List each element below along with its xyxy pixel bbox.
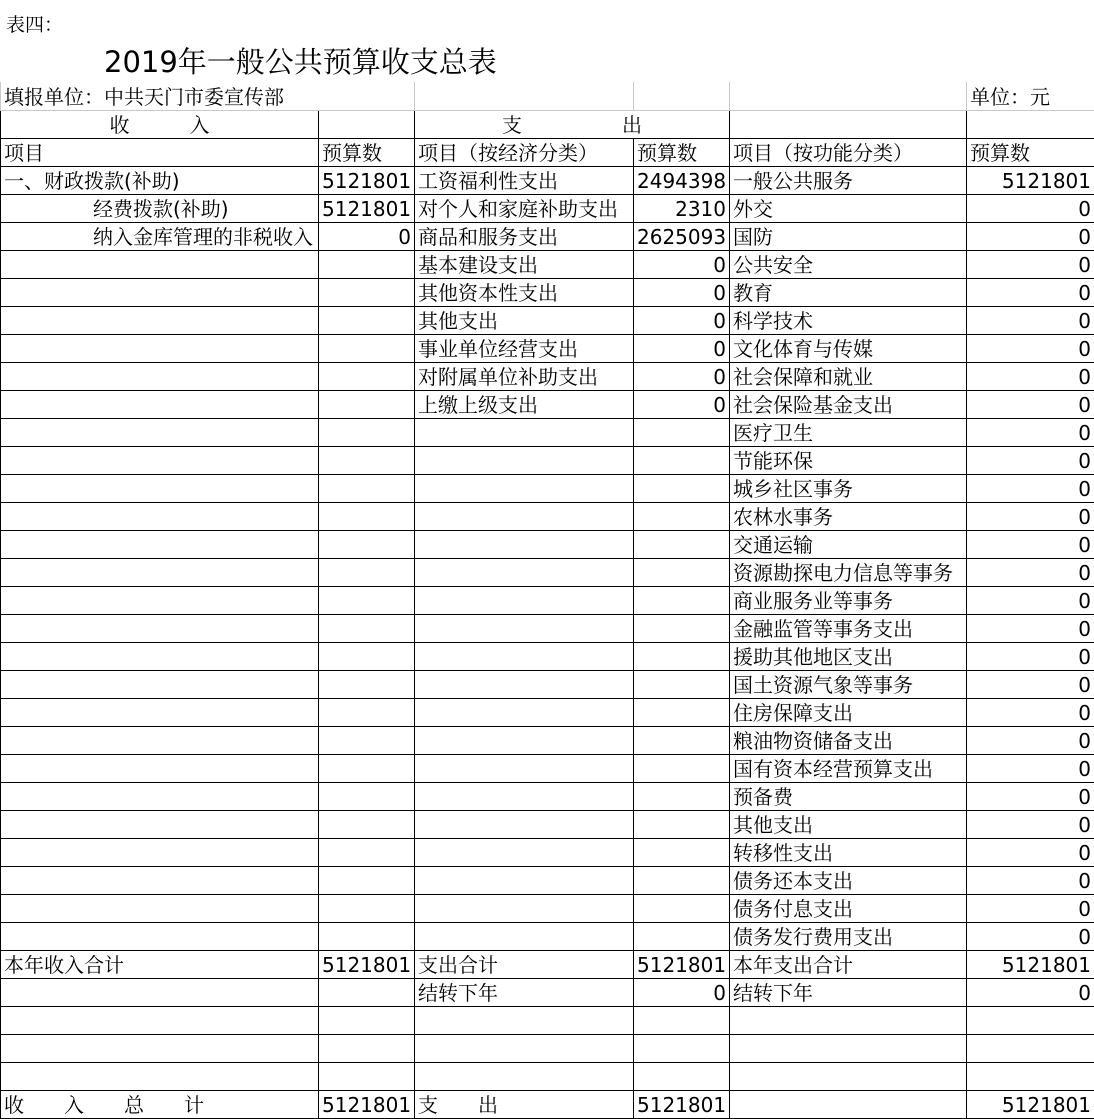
table-row <box>1 334 1094 362</box>
table-row <box>1 390 1094 418</box>
func-item-cell: 债务发行费用支出 <box>730 922 967 950</box>
func-amount-cell: 0 <box>967 726 1094 754</box>
income-item-cell <box>1 418 319 446</box>
income-amount-cell <box>319 866 415 894</box>
income-amount-cell: 5121801 <box>319 1090 415 1118</box>
econ-item-cell <box>415 446 634 474</box>
func-amount-cell: 0 <box>967 446 1094 474</box>
table-row <box>1 838 1094 866</box>
income-amount-cell: 5121801 <box>319 166 415 194</box>
func-item-cell: 社会保障和就业 <box>730 362 967 390</box>
income-amount-cell <box>319 502 415 530</box>
func-item-cell: 节能环保 <box>730 446 967 474</box>
table-row <box>1 1062 1094 1090</box>
econ-item-cell <box>415 866 634 894</box>
econ-item-cell: 工资福利性支出 <box>415 166 634 194</box>
income-item-cell <box>1 446 319 474</box>
income-amount-cell <box>319 922 415 950</box>
func-amount-cell: 0 <box>967 278 1094 306</box>
econ-item-cell: 结转下年 <box>415 978 634 1006</box>
table-row <box>1 1006 1094 1034</box>
econ-amount-cell: 0 <box>634 334 730 362</box>
income-item-header: 项目 <box>1 138 319 166</box>
econ-item-cell <box>415 642 634 670</box>
page-title: 2019年一般公共预算收支总表 <box>104 40 497 81</box>
econ-item-cell: 商品和服务支出 <box>415 222 634 250</box>
income-amount-cell <box>319 334 415 362</box>
func-item-cell <box>730 1006 967 1034</box>
func-amount-cell: 0 <box>967 334 1094 362</box>
econ-amount-cell <box>634 726 730 754</box>
func-amount-cell: 0 <box>967 390 1094 418</box>
econ-item-cell: 支 出 <box>415 1090 634 1118</box>
func-amount-cell: 0 <box>967 754 1094 782</box>
func-amount-cell: 0 <box>967 586 1094 614</box>
econ-amount-cell <box>634 586 730 614</box>
income-amount-cell <box>319 1062 415 1090</box>
econ-amount-cell <box>634 810 730 838</box>
func-amount-cell: 0 <box>967 810 1094 838</box>
income-item-cell <box>1 502 319 530</box>
table-row <box>1 278 1094 306</box>
income-amount-cell <box>319 558 415 586</box>
func-amount-cell <box>967 1034 1094 1062</box>
econ-amount-cell <box>634 670 730 698</box>
income-item-cell <box>1 1062 319 1090</box>
func-item-cell: 农林水事务 <box>730 502 967 530</box>
func-item-cell: 其他支出 <box>730 810 967 838</box>
table-row <box>1 474 1094 502</box>
income-item-cell <box>1 474 319 502</box>
econ-amount-cell <box>634 922 730 950</box>
econ-amount-cell <box>634 530 730 558</box>
income-item-cell <box>1 362 319 390</box>
income-item-cell <box>1 530 319 558</box>
budget-table <box>0 82 1094 1119</box>
econ-item-cell <box>415 894 634 922</box>
income-item-cell <box>1 1006 319 1034</box>
table-row <box>1 810 1094 838</box>
income-amount-cell <box>319 978 415 1006</box>
econ-amount-cell <box>634 698 730 726</box>
econ-amount-cell <box>634 446 730 474</box>
func-item-cell: 国有资本经营预算支出 <box>730 754 967 782</box>
func-item-cell <box>730 1090 967 1118</box>
func-item-cell: 科学技术 <box>730 306 967 334</box>
econ-amount-cell <box>634 1006 730 1034</box>
income-section-header: 收 入 <box>1 110 319 138</box>
income-amount-cell: 0 <box>319 222 415 250</box>
income-amount-cell: 5121801 <box>319 950 415 978</box>
econ-amount-cell <box>634 614 730 642</box>
func-item-header: 项目（按功能分类） <box>730 138 967 166</box>
econ-amount-cell: 0 <box>634 978 730 1006</box>
income-item-cell <box>1 726 319 754</box>
func-amount-cell: 0 <box>967 782 1094 810</box>
income-amount-cell <box>319 754 415 782</box>
econ-amount-cell <box>634 894 730 922</box>
table-row <box>1 194 1094 222</box>
table-row <box>1 306 1094 334</box>
table-number-note: 表四： <box>6 10 63 37</box>
func-item-cell: 预备费 <box>730 782 967 810</box>
income-item-cell <box>1 922 319 950</box>
econ-item-cell <box>415 670 634 698</box>
table-row <box>1 754 1094 782</box>
econ-item-cell <box>415 502 634 530</box>
func-amount-cell: 0 <box>967 250 1094 278</box>
table-row <box>1 642 1094 670</box>
econ-amount-cell: 2625093 <box>634 222 730 250</box>
income-amount-cell <box>319 726 415 754</box>
econ-item-header: 项目（按经济分类） <box>415 138 634 166</box>
func-item-cell: 社会保险基金支出 <box>730 390 967 418</box>
income-item-cell <box>1 782 319 810</box>
econ-item-cell <box>415 810 634 838</box>
func-item-cell: 金融监管等事务支出 <box>730 614 967 642</box>
func-item-cell: 债务还本支出 <box>730 866 967 894</box>
income-amount-cell <box>319 390 415 418</box>
income-item-cell: 本年收入合计 <box>1 950 319 978</box>
table-row <box>1 950 1094 978</box>
table-row <box>1 978 1094 1006</box>
func-item-cell: 资源勘探电力信息等事务 <box>730 558 967 586</box>
income-item-cell <box>1 698 319 726</box>
table-row <box>1 866 1094 894</box>
income-amount-cell <box>319 642 415 670</box>
income-item-cell <box>1 642 319 670</box>
econ-item-cell <box>415 418 634 446</box>
func-amount-cell: 0 <box>967 978 1094 1006</box>
func-amount-cell <box>967 1006 1094 1034</box>
econ-amount-cell: 0 <box>634 306 730 334</box>
income-item-cell: 收 入 总 计 <box>1 1090 319 1118</box>
econ-amount-cell <box>634 1062 730 1090</box>
econ-item-cell <box>415 922 634 950</box>
econ-amount-cell <box>634 418 730 446</box>
func-amount-cell: 0 <box>967 530 1094 558</box>
income-item-cell <box>1 614 319 642</box>
econ-item-cell <box>415 558 634 586</box>
econ-amount-cell: 5121801 <box>634 1090 730 1118</box>
func-item-cell: 援助其他地区支出 <box>730 642 967 670</box>
econ-item-cell: 对附属单位补助支出 <box>415 362 634 390</box>
func-amount-cell: 0 <box>967 306 1094 334</box>
func-amount-cell: 0 <box>967 922 1094 950</box>
income-amount-cell <box>319 586 415 614</box>
econ-item-cell <box>415 838 634 866</box>
func-item-cell: 结转下年 <box>730 978 967 1006</box>
func-item-cell: 本年支出合计 <box>730 950 967 978</box>
func-amount-cell: 0 <box>967 558 1094 586</box>
table-row <box>1 166 1094 194</box>
table-row <box>1 558 1094 586</box>
income-amount-cell <box>319 838 415 866</box>
income-item-cell <box>1 754 319 782</box>
income-item-cell <box>1 558 319 586</box>
func-amount-cell: 0 <box>967 362 1094 390</box>
func-amount-cell: 5121801 <box>967 166 1094 194</box>
func-item-cell: 国防 <box>730 222 967 250</box>
func-amount-cell: 0 <box>967 222 1094 250</box>
income-amount-cell <box>319 446 415 474</box>
econ-amount-cell: 0 <box>634 362 730 390</box>
func-item-cell: 住房保障支出 <box>730 698 967 726</box>
func-item-cell: 国土资源气象等事务 <box>730 670 967 698</box>
income-amount-cell <box>319 1006 415 1034</box>
table-row <box>1 698 1094 726</box>
income-item-cell: 纳入金库管理的非税收入 <box>1 222 319 250</box>
func-amount-cell: 0 <box>967 894 1094 922</box>
func-amount-cell: 5121801 <box>967 1090 1094 1118</box>
econ-item-cell: 事业单位经营支出 <box>415 334 634 362</box>
econ-amount-cell <box>634 642 730 670</box>
income-amount-cell <box>319 782 415 810</box>
expense-section-header: 支 出 <box>415 110 730 138</box>
income-amount-cell <box>319 418 415 446</box>
econ-amount-cell <box>634 502 730 530</box>
income-item-cell <box>1 978 319 1006</box>
income-amount-cell <box>319 698 415 726</box>
func-item-cell: 商业服务业等事务 <box>730 586 967 614</box>
econ-amount-header: 预算数 <box>634 138 730 166</box>
econ-item-cell: 基本建设支出 <box>415 250 634 278</box>
income-amount-cell <box>319 306 415 334</box>
income-item-cell: 一、财政拨款(补助) <box>1 166 319 194</box>
econ-item-cell: 支出合计 <box>415 950 634 978</box>
income-item-cell <box>1 810 319 838</box>
income-amount-cell <box>319 1034 415 1062</box>
income-amount-cell <box>319 250 415 278</box>
table-row <box>1 726 1094 754</box>
section-header-row <box>1 110 1094 138</box>
table-row <box>1 1090 1094 1118</box>
econ-item-cell <box>415 754 634 782</box>
table-row <box>1 418 1094 446</box>
econ-amount-cell <box>634 866 730 894</box>
econ-item-cell <box>415 1034 634 1062</box>
income-item-cell <box>1 1034 319 1062</box>
income-item-cell <box>1 306 319 334</box>
econ-item-cell <box>415 698 634 726</box>
econ-item-cell <box>415 586 634 614</box>
econ-amount-cell <box>634 838 730 866</box>
income-item-cell <box>1 838 319 866</box>
econ-amount-cell <box>634 782 730 810</box>
econ-amount-cell: 0 <box>634 390 730 418</box>
income-item-cell <box>1 250 319 278</box>
table-row <box>1 250 1094 278</box>
income-item-cell <box>1 866 319 894</box>
income-amount-cell <box>319 474 415 502</box>
func-item-cell: 一般公共服务 <box>730 166 967 194</box>
econ-amount-cell: 0 <box>634 278 730 306</box>
func-amount-cell: 0 <box>967 670 1094 698</box>
currency-unit: 单位：元 <box>967 82 1094 110</box>
func-amount-cell: 0 <box>967 418 1094 446</box>
income-item-cell <box>1 390 319 418</box>
econ-amount-cell: 0 <box>634 250 730 278</box>
table-row <box>1 530 1094 558</box>
func-amount-cell: 0 <box>967 614 1094 642</box>
func-amount-cell <box>967 1062 1094 1090</box>
econ-item-cell: 对个人和家庭补助支出 <box>415 194 634 222</box>
func-item-cell <box>730 1034 967 1062</box>
func-amount-cell: 0 <box>967 474 1094 502</box>
econ-item-cell <box>415 726 634 754</box>
func-item-cell: 外交 <box>730 194 967 222</box>
income-item-cell <box>1 894 319 922</box>
table-row <box>1 614 1094 642</box>
func-amount-cell: 0 <box>967 502 1094 530</box>
func-amount-cell: 0 <box>967 866 1094 894</box>
econ-amount-cell <box>634 558 730 586</box>
income-amount-cell <box>319 614 415 642</box>
func-item-cell: 转移性支出 <box>730 838 967 866</box>
econ-item-cell <box>415 530 634 558</box>
func-amount-header: 预算数 <box>967 138 1094 166</box>
func-item-cell: 交通运输 <box>730 530 967 558</box>
income-amount-cell <box>319 530 415 558</box>
table-row <box>1 586 1094 614</box>
func-item-cell: 教育 <box>730 278 967 306</box>
income-amount-cell: 5121801 <box>319 194 415 222</box>
income-item-cell <box>1 278 319 306</box>
func-item-cell: 文化体育与传媒 <box>730 334 967 362</box>
table-row <box>1 670 1094 698</box>
econ-amount-cell <box>634 754 730 782</box>
econ-amount-cell <box>634 1034 730 1062</box>
econ-item-cell <box>415 614 634 642</box>
table-row <box>1 922 1094 950</box>
income-item-cell <box>1 334 319 362</box>
econ-amount-cell: 2310 <box>634 194 730 222</box>
table-row <box>1 1034 1094 1062</box>
income-amount-cell <box>319 278 415 306</box>
econ-item-cell: 其他支出 <box>415 306 634 334</box>
income-amount-cell <box>319 810 415 838</box>
income-amount-cell <box>319 894 415 922</box>
income-item-cell: 经费拨款(补助) <box>1 194 319 222</box>
econ-item-cell <box>415 1062 634 1090</box>
column-header-row <box>1 138 1094 166</box>
econ-item-cell: 其他资本性支出 <box>415 278 634 306</box>
econ-item-cell <box>415 474 634 502</box>
func-item-cell: 医疗卫生 <box>730 418 967 446</box>
table-row <box>1 502 1094 530</box>
table-row <box>1 362 1094 390</box>
func-amount-cell: 5121801 <box>967 950 1094 978</box>
func-item-cell: 粮油物资储备支出 <box>730 726 967 754</box>
func-amount-cell: 0 <box>967 838 1094 866</box>
econ-item-cell <box>415 782 634 810</box>
table-row <box>1 222 1094 250</box>
table-row <box>1 894 1094 922</box>
func-amount-cell: 0 <box>967 194 1094 222</box>
econ-item-cell: 上缴上级支出 <box>415 390 634 418</box>
func-amount-cell: 0 <box>967 698 1094 726</box>
unit-info-row <box>1 82 1094 110</box>
econ-amount-cell <box>634 474 730 502</box>
func-item-cell: 公共安全 <box>730 250 967 278</box>
func-item-cell <box>730 1062 967 1090</box>
income-amount-cell <box>319 362 415 390</box>
econ-item-cell <box>415 1006 634 1034</box>
econ-amount-cell: 5121801 <box>634 950 730 978</box>
filler-unit: 填报单位：中共天门市委宣传部 <box>1 82 415 110</box>
table-row <box>1 782 1094 810</box>
income-item-cell <box>1 586 319 614</box>
income-amount-cell <box>319 670 415 698</box>
econ-amount-cell: 2494398 <box>634 166 730 194</box>
func-item-cell: 城乡社区事务 <box>730 474 967 502</box>
func-item-cell: 债务付息支出 <box>730 894 967 922</box>
income-item-cell <box>1 670 319 698</box>
func-amount-cell: 0 <box>967 642 1094 670</box>
table-row <box>1 446 1094 474</box>
income-amount-header: 预算数 <box>319 138 415 166</box>
